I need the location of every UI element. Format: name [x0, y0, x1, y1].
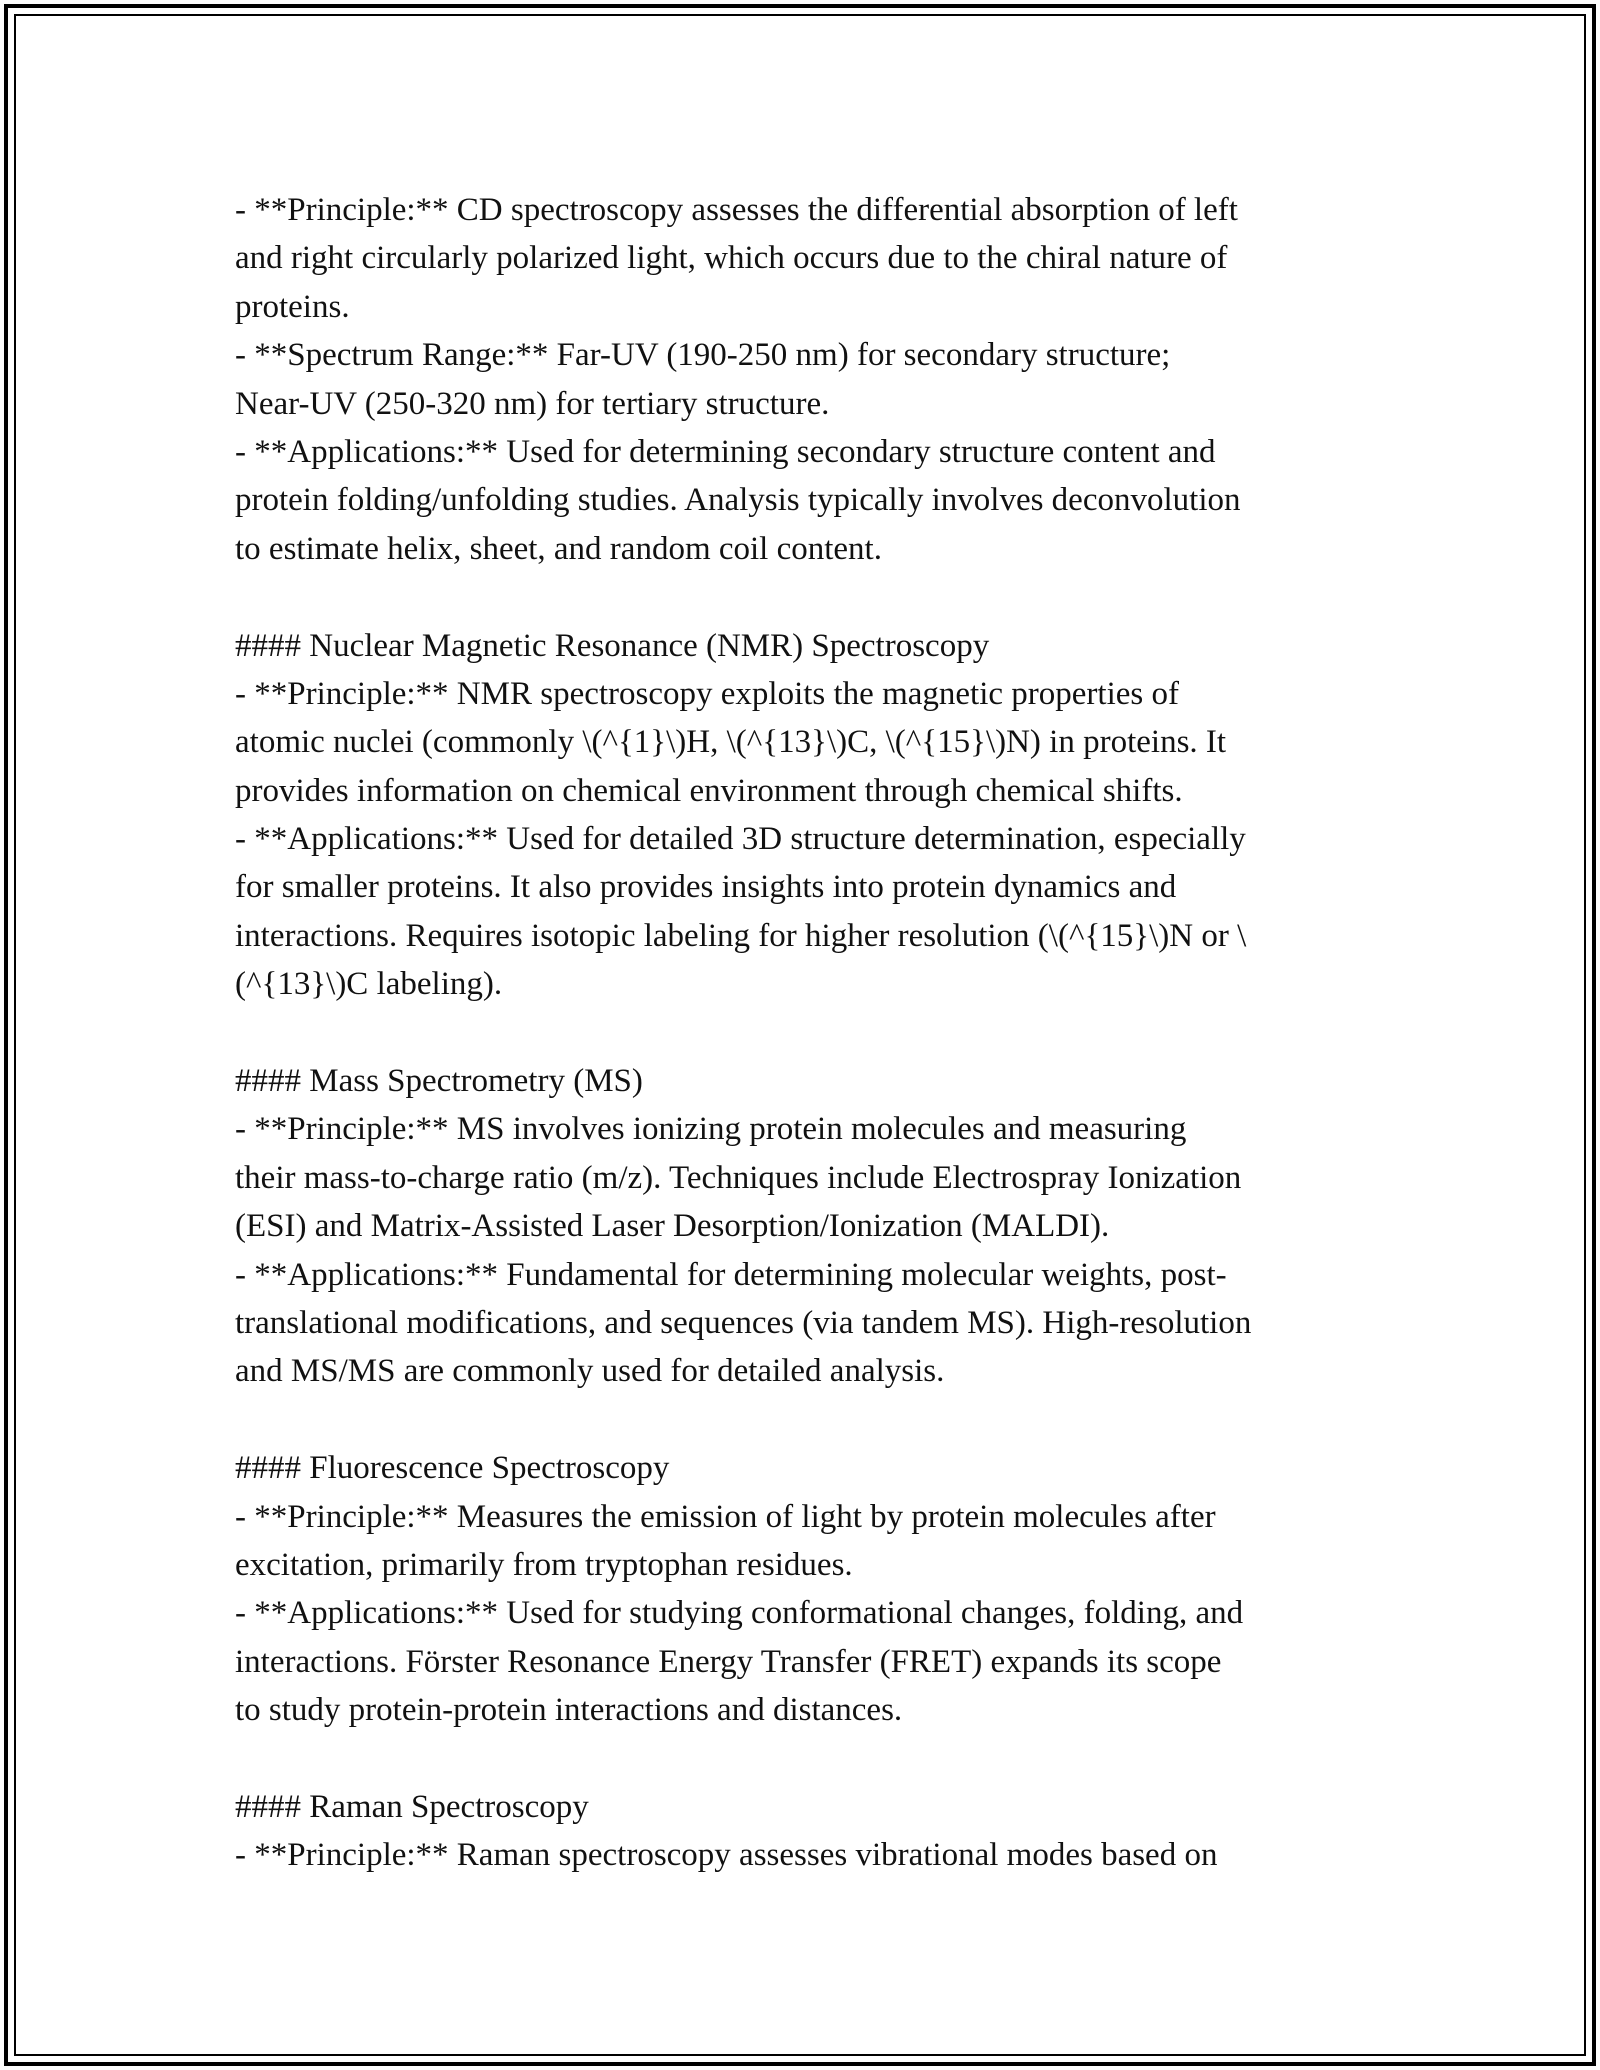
text-line: their mass-to-charge ratio (m/z). Techniques include Electrospray Ionization [235, 1159, 1242, 1196]
text-line: for smaller proteins. It also provides insights into protein dynamics and [235, 869, 1177, 906]
document-body [235, 186, 1375, 1880]
text-line: to study protein-protein interactions and distances. [235, 1692, 903, 1729]
blank-line [235, 1735, 1375, 1783]
blank-line [235, 573, 1375, 621]
section-heading-nmr: #### Nuclear Magnetic Resonance (NMR) Spectroscopy [235, 627, 990, 664]
blank-line [235, 1009, 1375, 1057]
text-line: interactions. Förster Resonance Energy Transfer (FRET) expands its scope [235, 1643, 1222, 1680]
text-line: - **Applications:** Fundamental for determining molecular weights, post- [235, 1256, 1227, 1293]
section-heading-fluorescence: #### Fluorescence Spectroscopy [235, 1450, 670, 1487]
text-line: - **Applications:** Used for studying conformational changes, folding, and [235, 1595, 1244, 1632]
text-line: interactions. Requires isotopic labeling for higher resolution (\(^{15}\)N or \ [235, 917, 1247, 954]
text-line: - **Applications:** Used for detailed 3D structure determination, especially [235, 821, 1246, 858]
text-line: and MS/MS are commonly used for detailed analysis. [235, 1353, 945, 1390]
text-line: excitation, primarily from tryptophan residues. [235, 1546, 853, 1583]
text-line: provides information on chemical environment through chemical shifts. [235, 772, 1183, 809]
text-line: to estimate helix, sheet, and random coil content. [235, 530, 882, 567]
blank-line [235, 1396, 1375, 1444]
text-line: translational modifications, and sequences (via tandem MS). High-resolution [235, 1304, 1252, 1341]
section-heading-raman: #### Raman Spectroscopy [235, 1788, 589, 1825]
text-line: - **Principle:** MS involves ionizing protein molecules and measuring [235, 1111, 1187, 1148]
text-line: - **Applications:** Used for determining secondary structure content and [235, 433, 1216, 470]
text-line: - **Principle:** Measures the emission of light by protein molecules after [235, 1498, 1216, 1535]
text-line: proteins. [235, 288, 350, 325]
text-line: (^{13}\)C labeling). [235, 966, 503, 1003]
text-line: - **Principle:** CD spectroscopy assesses the differential absorption of left [235, 192, 1238, 228]
section-heading-ms: #### Mass Spectrometry (MS) [235, 1063, 643, 1100]
text-line: - **Principle:** NMR spectroscopy exploits the magnetic properties of [235, 675, 1179, 712]
text-line: - **Spectrum Range:** Far-UV (190-250 nm) for secondary structure; [235, 337, 1171, 374]
text-line: atomic nuclei (commonly \(^{1}\)H, \(^{13}\)C, \(^{15}\)N) in proteins. It [235, 724, 1227, 761]
text-line: and right circularly polarized light, which occurs due to the chiral nature of [235, 240, 1228, 277]
text-line: protein folding/unfolding studies. Analysis typically involves deconvolution [235, 482, 1241, 519]
text-line: - **Principle:** Raman spectroscopy assesses vibrational modes based on [235, 1837, 1218, 1874]
text-line: Near-UV (250-320 nm) for tertiary structure. [235, 385, 830, 422]
text-line: (ESI) and Matrix-Assisted Laser Desorption/Ionization (MALDI). [235, 1208, 1110, 1245]
